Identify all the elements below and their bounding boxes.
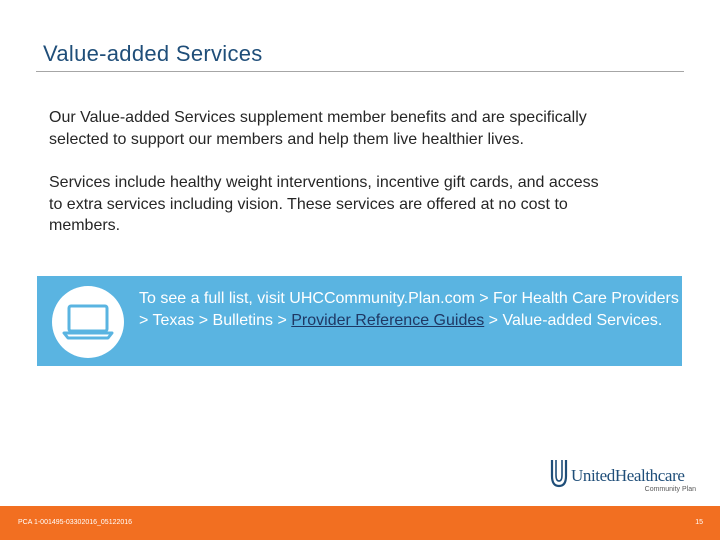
footer-document-code: PCA 1-001495-03302016_05122016 — [18, 519, 133, 526]
callout-text-before: To see a full list, visit UHCCommunity.Plan.com > For Health Care Providers > Texas > Bulletins > — [139, 290, 679, 329]
laptop-icon — [52, 286, 124, 358]
page-number: 15 — [695, 519, 703, 526]
intro-paragraph: Our Value-added Services supplement member benefits and are specifically selected to support our members and help them live healthier lives. — [49, 109, 587, 148]
callout-text-after: > Value-added Services. — [484, 311, 663, 329]
callout-text — [139, 288, 679, 331]
services-paragraph: Services include healthy weight interventions, incentive gift cards, and access to extra services including vision. These services are offered at no cost to members. — [49, 174, 599, 234]
logo-tagline: Community Plan — [644, 486, 696, 493]
logo-wordmark: UnitedHealthcare — [571, 466, 685, 485]
slide-title: Value-added Services — [43, 41, 263, 66]
title-divider — [36, 71, 684, 72]
footer-bar — [0, 506, 720, 540]
uhc-shield-icon — [550, 458, 568, 488]
unitedhealthcare-logo — [550, 456, 700, 498]
provider-reference-guides-link[interactable]: Provider Reference Guides — [291, 311, 485, 329]
